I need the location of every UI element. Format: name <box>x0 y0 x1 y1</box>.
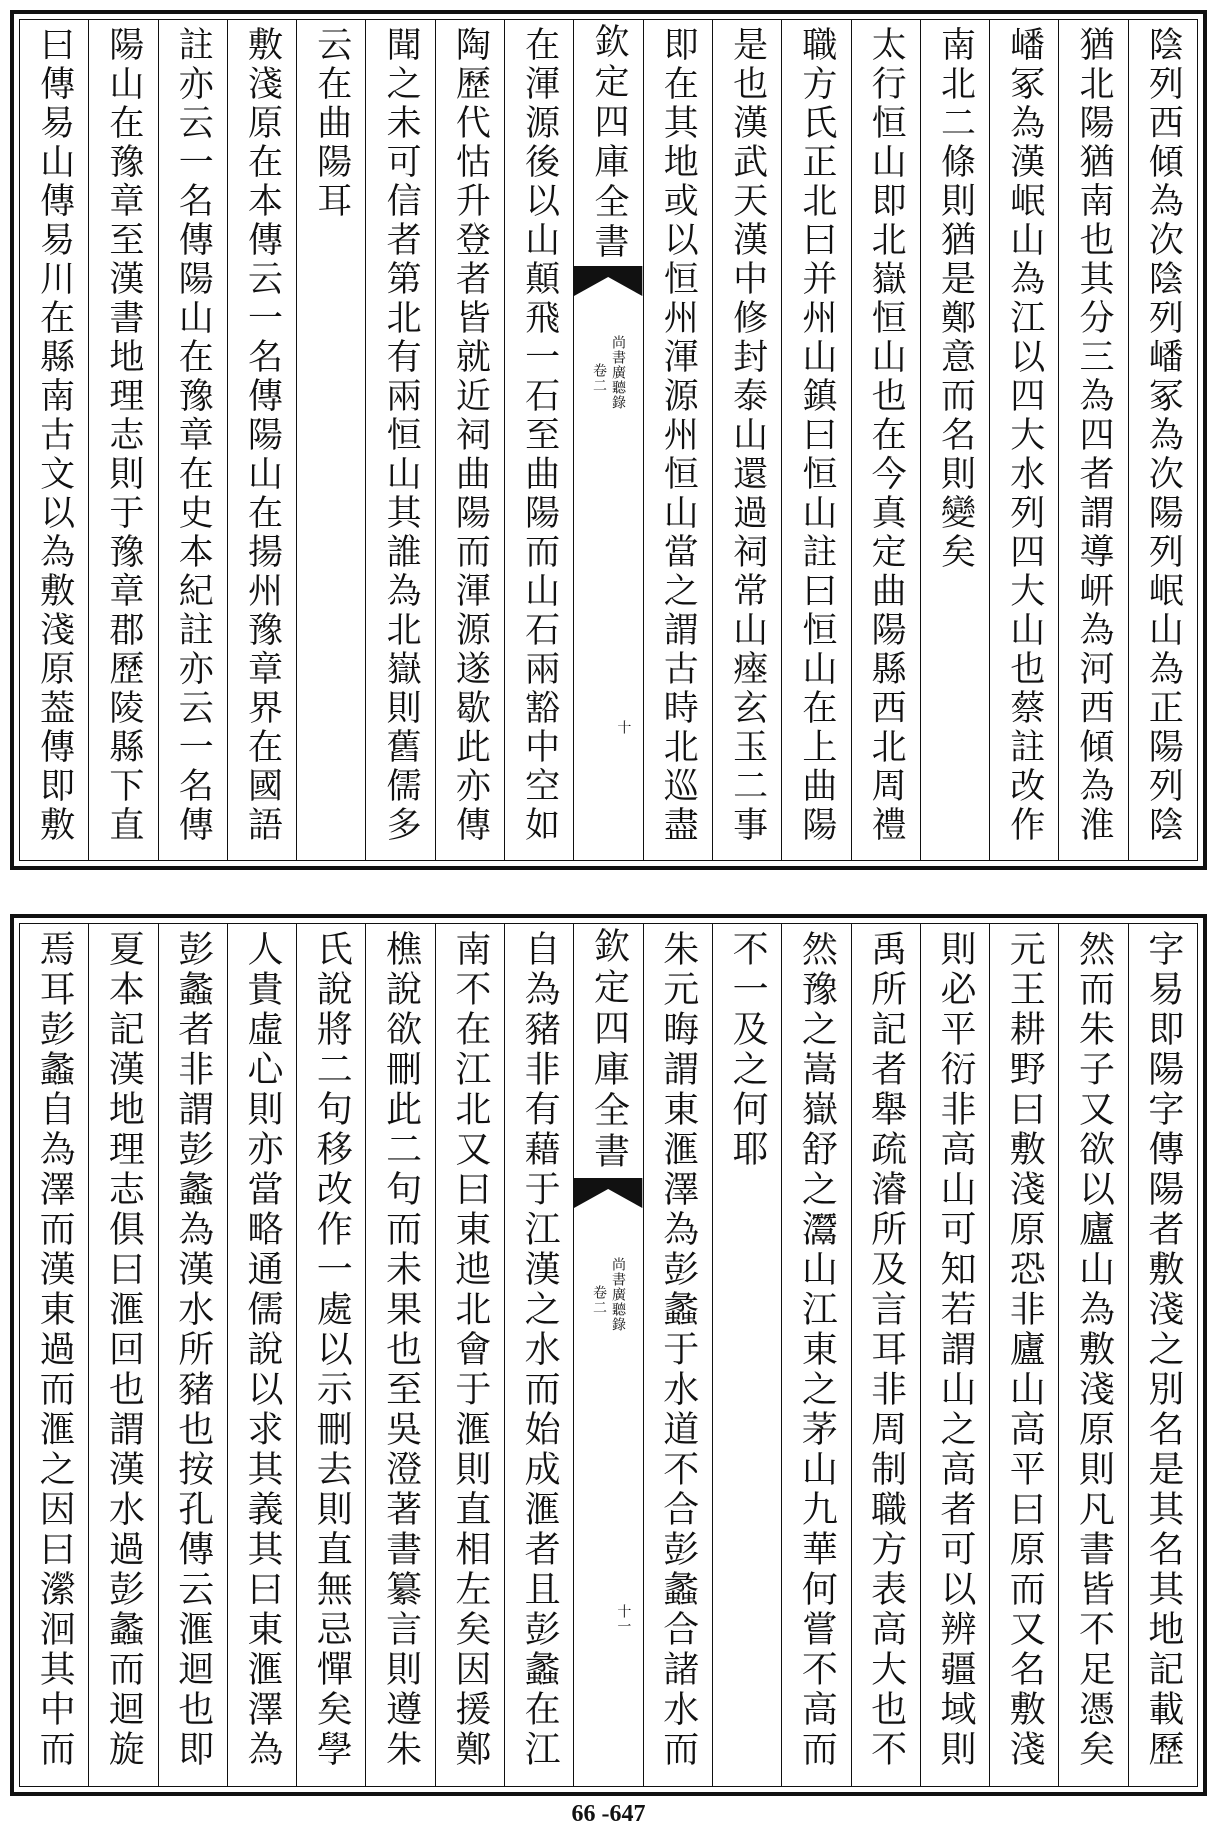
column-text: 云在曲陽耳 <box>311 26 352 221</box>
column-text: 然豫之嵩嶽舒之灊山江東之茅山九華何嘗不高而 <box>796 930 838 1770</box>
center-column <box>573 924 642 1786</box>
text-column <box>851 924 920 1786</box>
book-info <box>574 335 642 410</box>
column-text: 陰列西傾為次陰列嶓冢為次陽列岷山為正陽列陰 <box>1143 26 1184 845</box>
text-column <box>712 924 781 1786</box>
column-text: 敷淺原在本傳云一名傳陽山在揚州豫章界在國語 <box>242 26 283 845</box>
center-column <box>573 20 642 860</box>
column-grid <box>20 924 1197 1786</box>
text-column <box>1128 924 1197 1786</box>
page-number: 十 <box>615 720 632 735</box>
text-column <box>781 924 850 1786</box>
book-title: 尚書廣聽錄 <box>609 1257 626 1332</box>
text-column <box>504 20 573 860</box>
column-text: 則必平衍非高山可知若謂山之高者可以辨疆域則 <box>934 930 976 1770</box>
column-text: 陽山在豫章至漢書地理志則于豫章郡歷陵縣下直 <box>103 26 144 845</box>
text-column <box>1058 924 1127 1786</box>
text-column <box>989 924 1058 1786</box>
text-column <box>435 20 504 860</box>
fishtail-mark <box>574 266 642 296</box>
text-column <box>88 20 157 860</box>
series-title: 欽定四庫全書 <box>588 927 630 1173</box>
text-column <box>20 20 88 860</box>
column-text: 在渾源後以山顛飛一石至曲陽而山石兩豁中空如 <box>519 26 560 845</box>
column-text: 焉耳彭蠡自為澤而漢東過而滙之因曰瀠洄其中而 <box>34 930 76 1770</box>
text-column <box>365 924 434 1786</box>
column-text: 太行恒山即北嶽恒山也在今真定曲陽縣西北周禮 <box>866 26 907 845</box>
column-grid <box>20 20 1197 860</box>
column-text: 曰傳易山傳易川在縣南古文以為敷淺原葢傳即敷 <box>34 26 75 845</box>
text-column <box>920 924 989 1786</box>
inner-frame <box>19 923 1198 1787</box>
column-text: 字易即陽字傳陽者敷淺之別名是其名其地記載歷 <box>1142 930 1184 1770</box>
column-text: 禹所記者舉疏濬所及言耳非周制職方表高大也不 <box>865 930 907 1770</box>
text-column <box>643 20 712 860</box>
text-column <box>296 924 365 1786</box>
text-column <box>158 20 227 860</box>
column-text: 樵說欲刪此二句而未果也至吳澄著書纂言則遵朱 <box>380 930 422 1770</box>
column-text: 南北二條則猶是鄭意而名則變矣 <box>935 26 976 572</box>
text-column <box>851 20 920 860</box>
text-column <box>227 924 296 1786</box>
column-text: 不一及之何耶 <box>727 930 769 1170</box>
page-number: 十一 <box>615 1604 632 1634</box>
column-text: 朱元晦謂東滙澤為彭蠡于水道不合彭蠡合諸水而 <box>657 930 699 1770</box>
column-text: 嶓冢為漢岷山為江以四大水列四大山也蔡註改作 <box>1004 26 1045 845</box>
volume-label: 卷二 <box>590 363 607 393</box>
volume-label: 卷二 <box>590 1285 607 1315</box>
series-title: 欽定四庫全書 <box>588 23 629 263</box>
text-column <box>435 924 504 1786</box>
column-text: 氏說將二句移改作一處以示刪去則直無忌憚矣學 <box>311 930 353 1770</box>
column-text: 猶北陽猶南也其分三為四者謂導岍為河西傾為淮 <box>1074 26 1115 845</box>
inner-frame <box>19 19 1198 861</box>
text-column <box>1058 20 1127 860</box>
column-text: 是也漢武天漢中修封泰山還過祠常山瘞玄玉二事 <box>727 26 768 845</box>
text-column <box>296 20 365 860</box>
text-column <box>989 20 1058 860</box>
page-panel-bottom <box>10 914 1207 1796</box>
column-text: 註亦云一名傳陽山在豫章在史本紀註亦云一名傳 <box>173 26 214 845</box>
column-text: 元王耕野曰敷淺原恐非廬山高平曰原而又名敷淺 <box>1004 930 1046 1770</box>
text-column <box>920 20 989 860</box>
column-text: 自為豬非有藉于江漢之水而始成滙者且彭蠡在江 <box>519 930 561 1770</box>
fishtail-mark <box>574 1178 642 1208</box>
column-text: 南不在江北又曰東迆北會于滙則直相左矣因援鄭 <box>449 930 491 1770</box>
text-column <box>643 924 712 1786</box>
column-text: 聞之未可信者第北有兩恒山其誰為北嶽則舊儒多 <box>381 26 422 845</box>
column-text: 彭蠡者非謂彭蠡為漢水所豬也按孔傳云滙迴也即 <box>172 930 214 1770</box>
column-text: 職方氏正北曰并州山鎮曰恒山註曰恒山在上曲陽 <box>796 26 837 845</box>
book-title: 尚書廣聽錄 <box>609 335 626 410</box>
page-panel-top <box>10 10 1207 870</box>
text-column <box>781 20 850 860</box>
text-column <box>88 924 157 1786</box>
text-column <box>365 20 434 860</box>
column-text: 夏本記漢地理志俱曰滙回也謂漢水過彭蠡而迴旋 <box>103 930 145 1770</box>
text-column <box>1128 20 1197 860</box>
column-text: 人貴虛心則亦當略通儒說以求其義其曰東滙澤為 <box>241 930 283 1770</box>
text-column <box>227 20 296 860</box>
column-text: 然而朱子又欲以廬山為敷淺原則凡書皆不足憑矣 <box>1073 930 1115 1770</box>
text-column <box>20 924 88 1786</box>
book-info <box>574 1257 642 1332</box>
text-column <box>712 20 781 860</box>
column-text: 陶歷代怙升登者皆就近祠曲陽而渾源遂歇此亦傳 <box>450 26 491 845</box>
text-column <box>158 924 227 1786</box>
text-column <box>504 924 573 1786</box>
column-text: 即在其地或以恒州渾源州恒山當之謂古時北巡盡 <box>658 26 699 845</box>
sheet-number: 66 -647 <box>571 1801 646 1827</box>
